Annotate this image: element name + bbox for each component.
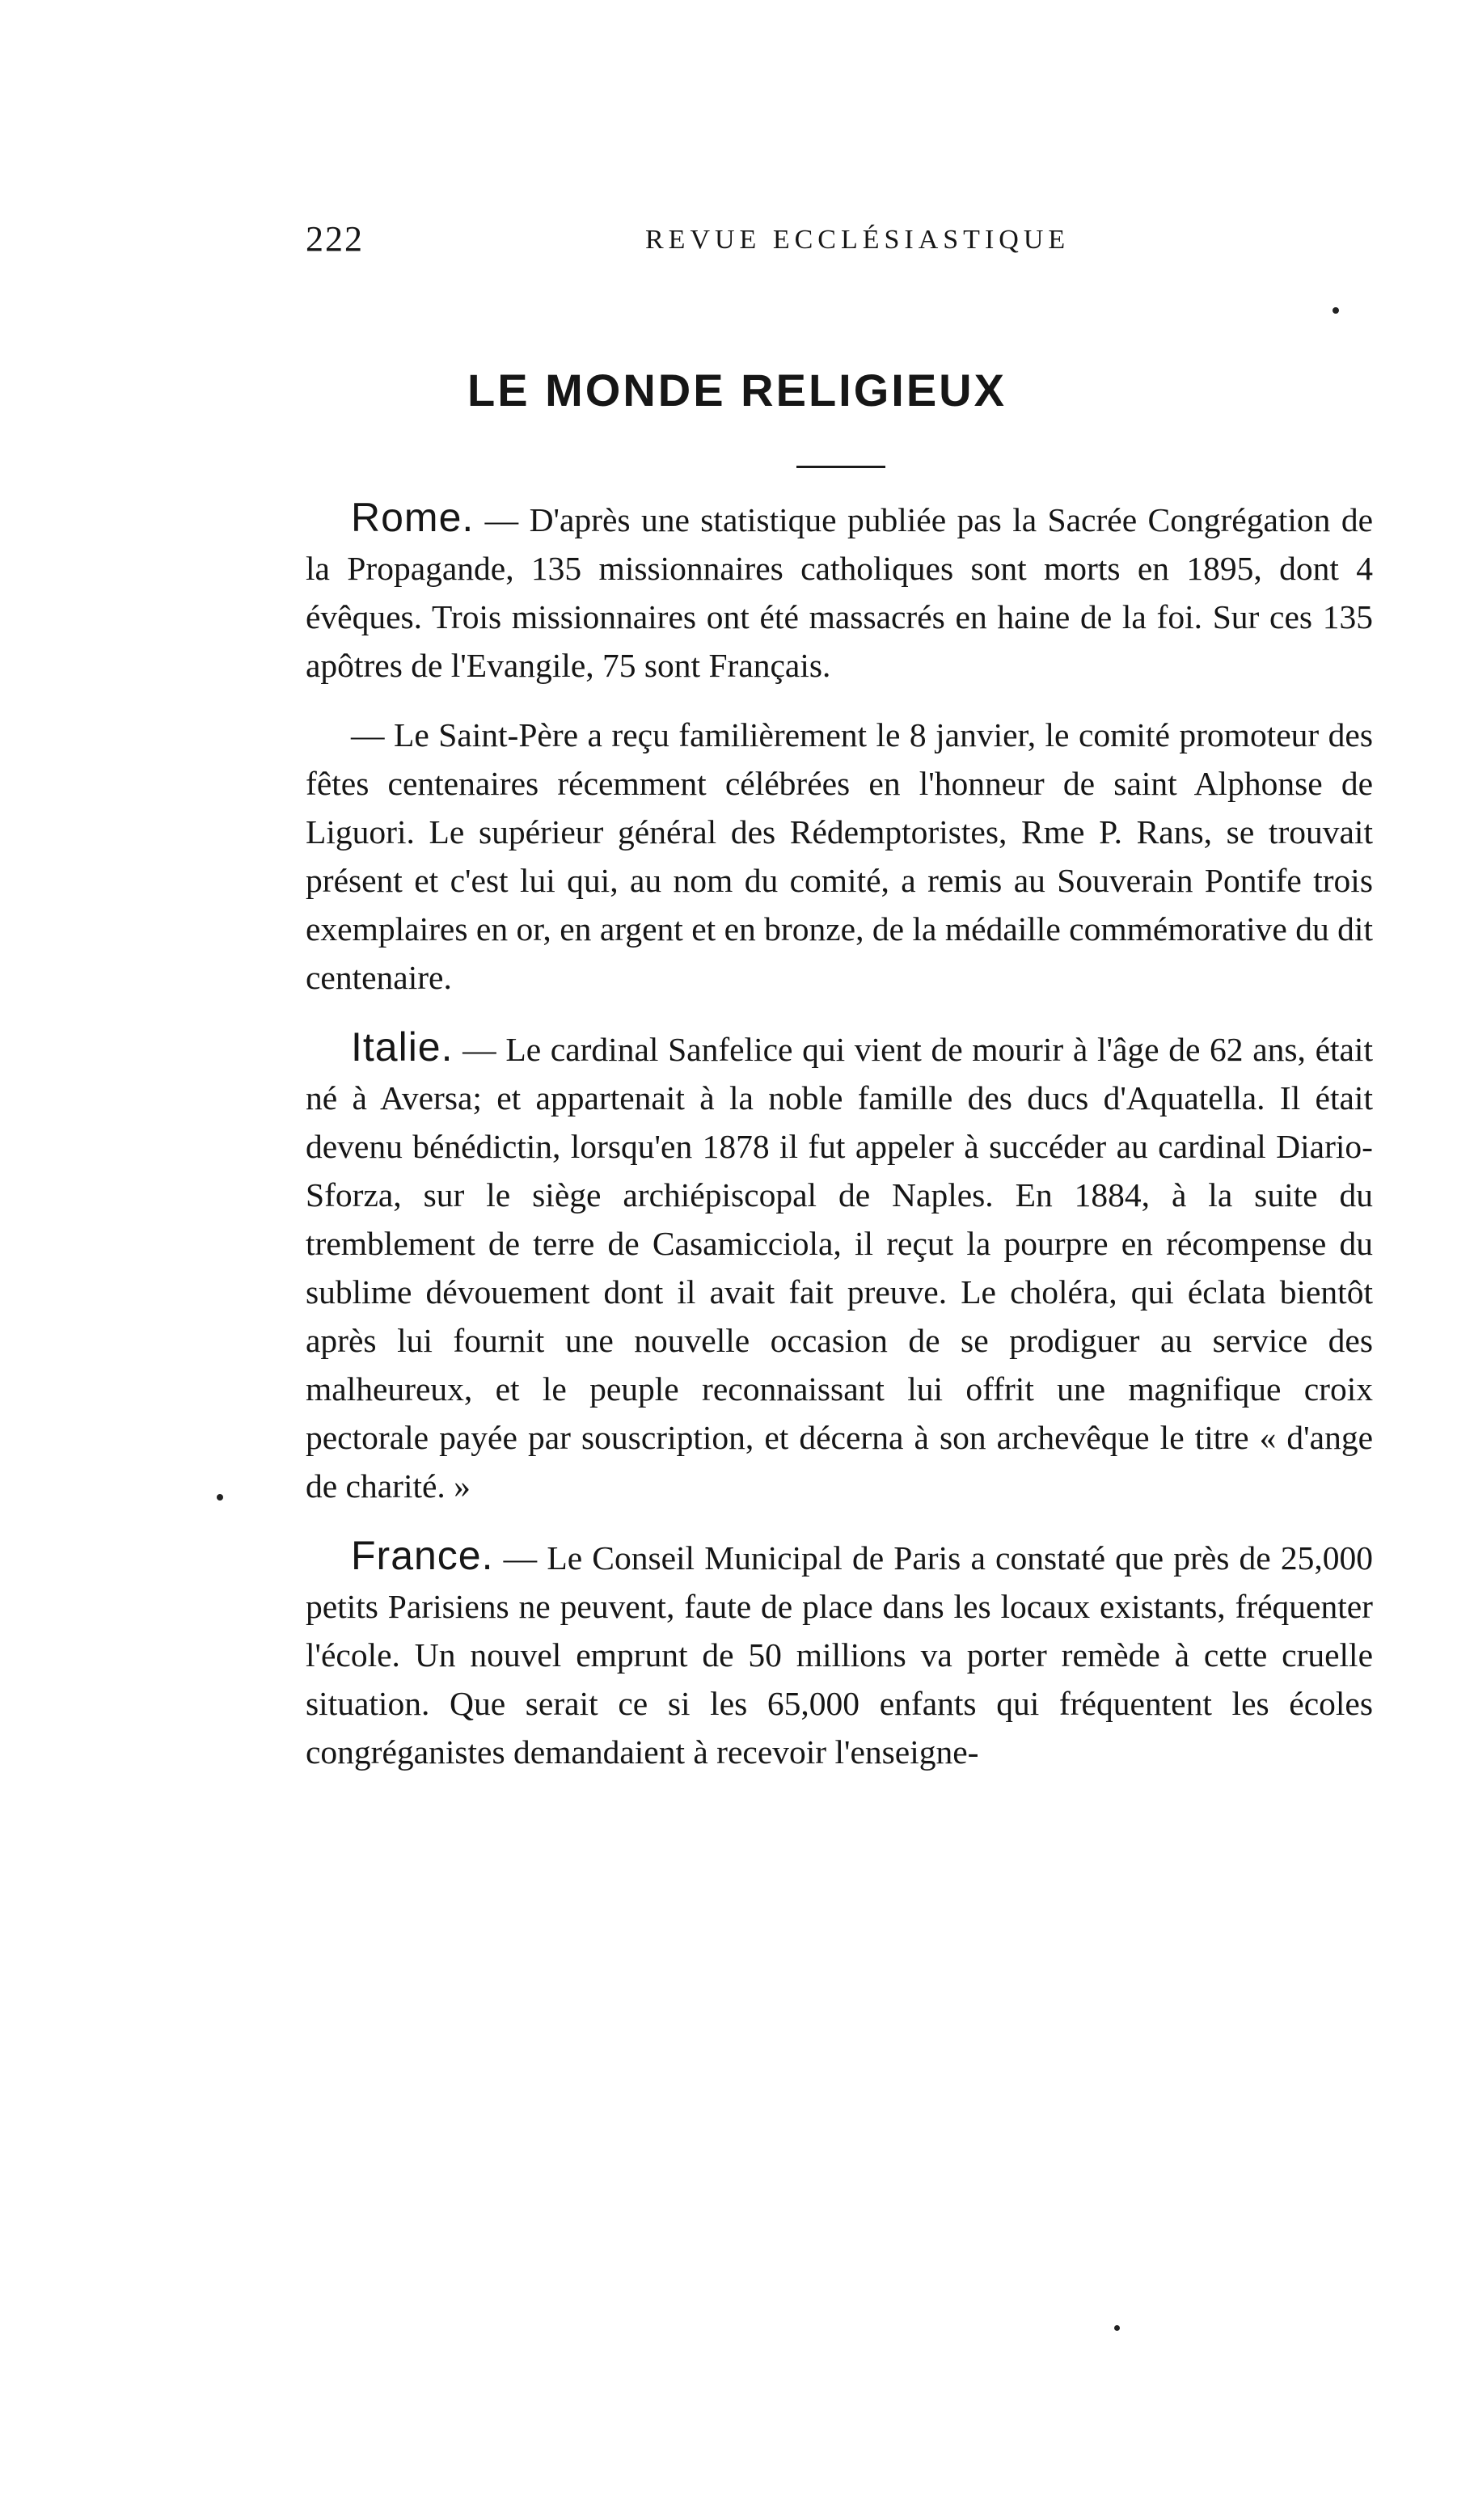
paragraph-lead: Italie. — [351, 1024, 454, 1070]
paragraph-text: Le cardinal Sanfelice qui vient de mourir à l'âge de 62 ans, était né à Aversa; et appartenait à la noble famille des ducs d'Aquatella. Il était devenu bénédictin, lorsqu'en 1878 il fut appeler à succéder au cardinal Diario-Sforza, sur le siège archiépiscopal de Naples. En 1884, à la suite du tremblement de terre de Casamicciola, il reçut la pourpre en récompense du sublime dévouement dont il avait fait preuve. Le choléra, qui éclata bientôt après lui fournit une nouvelle occasion de se prodiguer au service des malheureux, et le peuple reconnaissant lui offrit une magnifique croix pectorale payée par souscription, et décerna à son archevêque le titre « d'ange de charité. » — [306, 1031, 1373, 1505]
em-dash-separator: — — [474, 501, 530, 538]
paragraph-text: Le Conseil Municipal de Paris a constaté que près de 25,000 petits Parisiens ne peuvent, faute de place dans les locaux existants, fréquenter l'école. Un nouvel emprunt de 50 millions va porter remède à cette cruelle situation. Que serait ce si les 65,000 enfants qui fréquentent les écoles congréganistes demandaient à recevoir l'enseigne- — [306, 1539, 1374, 1771]
paragraph-lead: Rome. — [351, 495, 475, 540]
paragraph-lead: France. — [351, 1533, 494, 1578]
paragraph-rome — [306, 493, 1373, 690]
section-title: LE MONDE RELIGIEUX — [467, 365, 1007, 416]
title-divider — [796, 466, 885, 468]
scan-speck — [217, 1494, 223, 1501]
page-number: 222 — [306, 219, 364, 259]
running-head — [306, 218, 1373, 267]
article-body — [306, 493, 1373, 1797]
paragraph-text: — Le Saint-Père a reçu familièrement le 8 janvier, le comité promoteur des fêtes centenaires récemment célébrées en l'honneur de saint Alphonse de Liguori. Le supérieur général des Rédemptoristes, Rme P. Rans, se trouvait présent et c'est lui qui, au nom du comité, a remis au Souverain Pontife trois exemplaires en or, en argent et en bronze, de la médaille commémorative du dit centenaire. — [306, 716, 1373, 996]
em-dash-separator: — — [493, 1539, 547, 1577]
paragraph-text: D'après une statistique publiée pas la Sacrée Congrégation de la Propagande, 135 missionnaires catholiques sont morts en 1895, dont 4 évêques. Trois missionnaires ont été massacrés en haine de la foi. Sur ces 135 apôtres de l'Evangile, 75 sont Français. — [306, 501, 1373, 684]
paragraph-italie — [306, 1023, 1373, 1510]
paragraph-france — [306, 1531, 1373, 1776]
journal-title: REVUE ECCLÉSIASTIQUE — [645, 225, 1071, 255]
scan-speck — [1333, 307, 1339, 314]
paragraph-saint-pere — [306, 711, 1373, 1002]
scan-speck — [1114, 2325, 1120, 2331]
em-dash-separator: — — [453, 1031, 506, 1068]
